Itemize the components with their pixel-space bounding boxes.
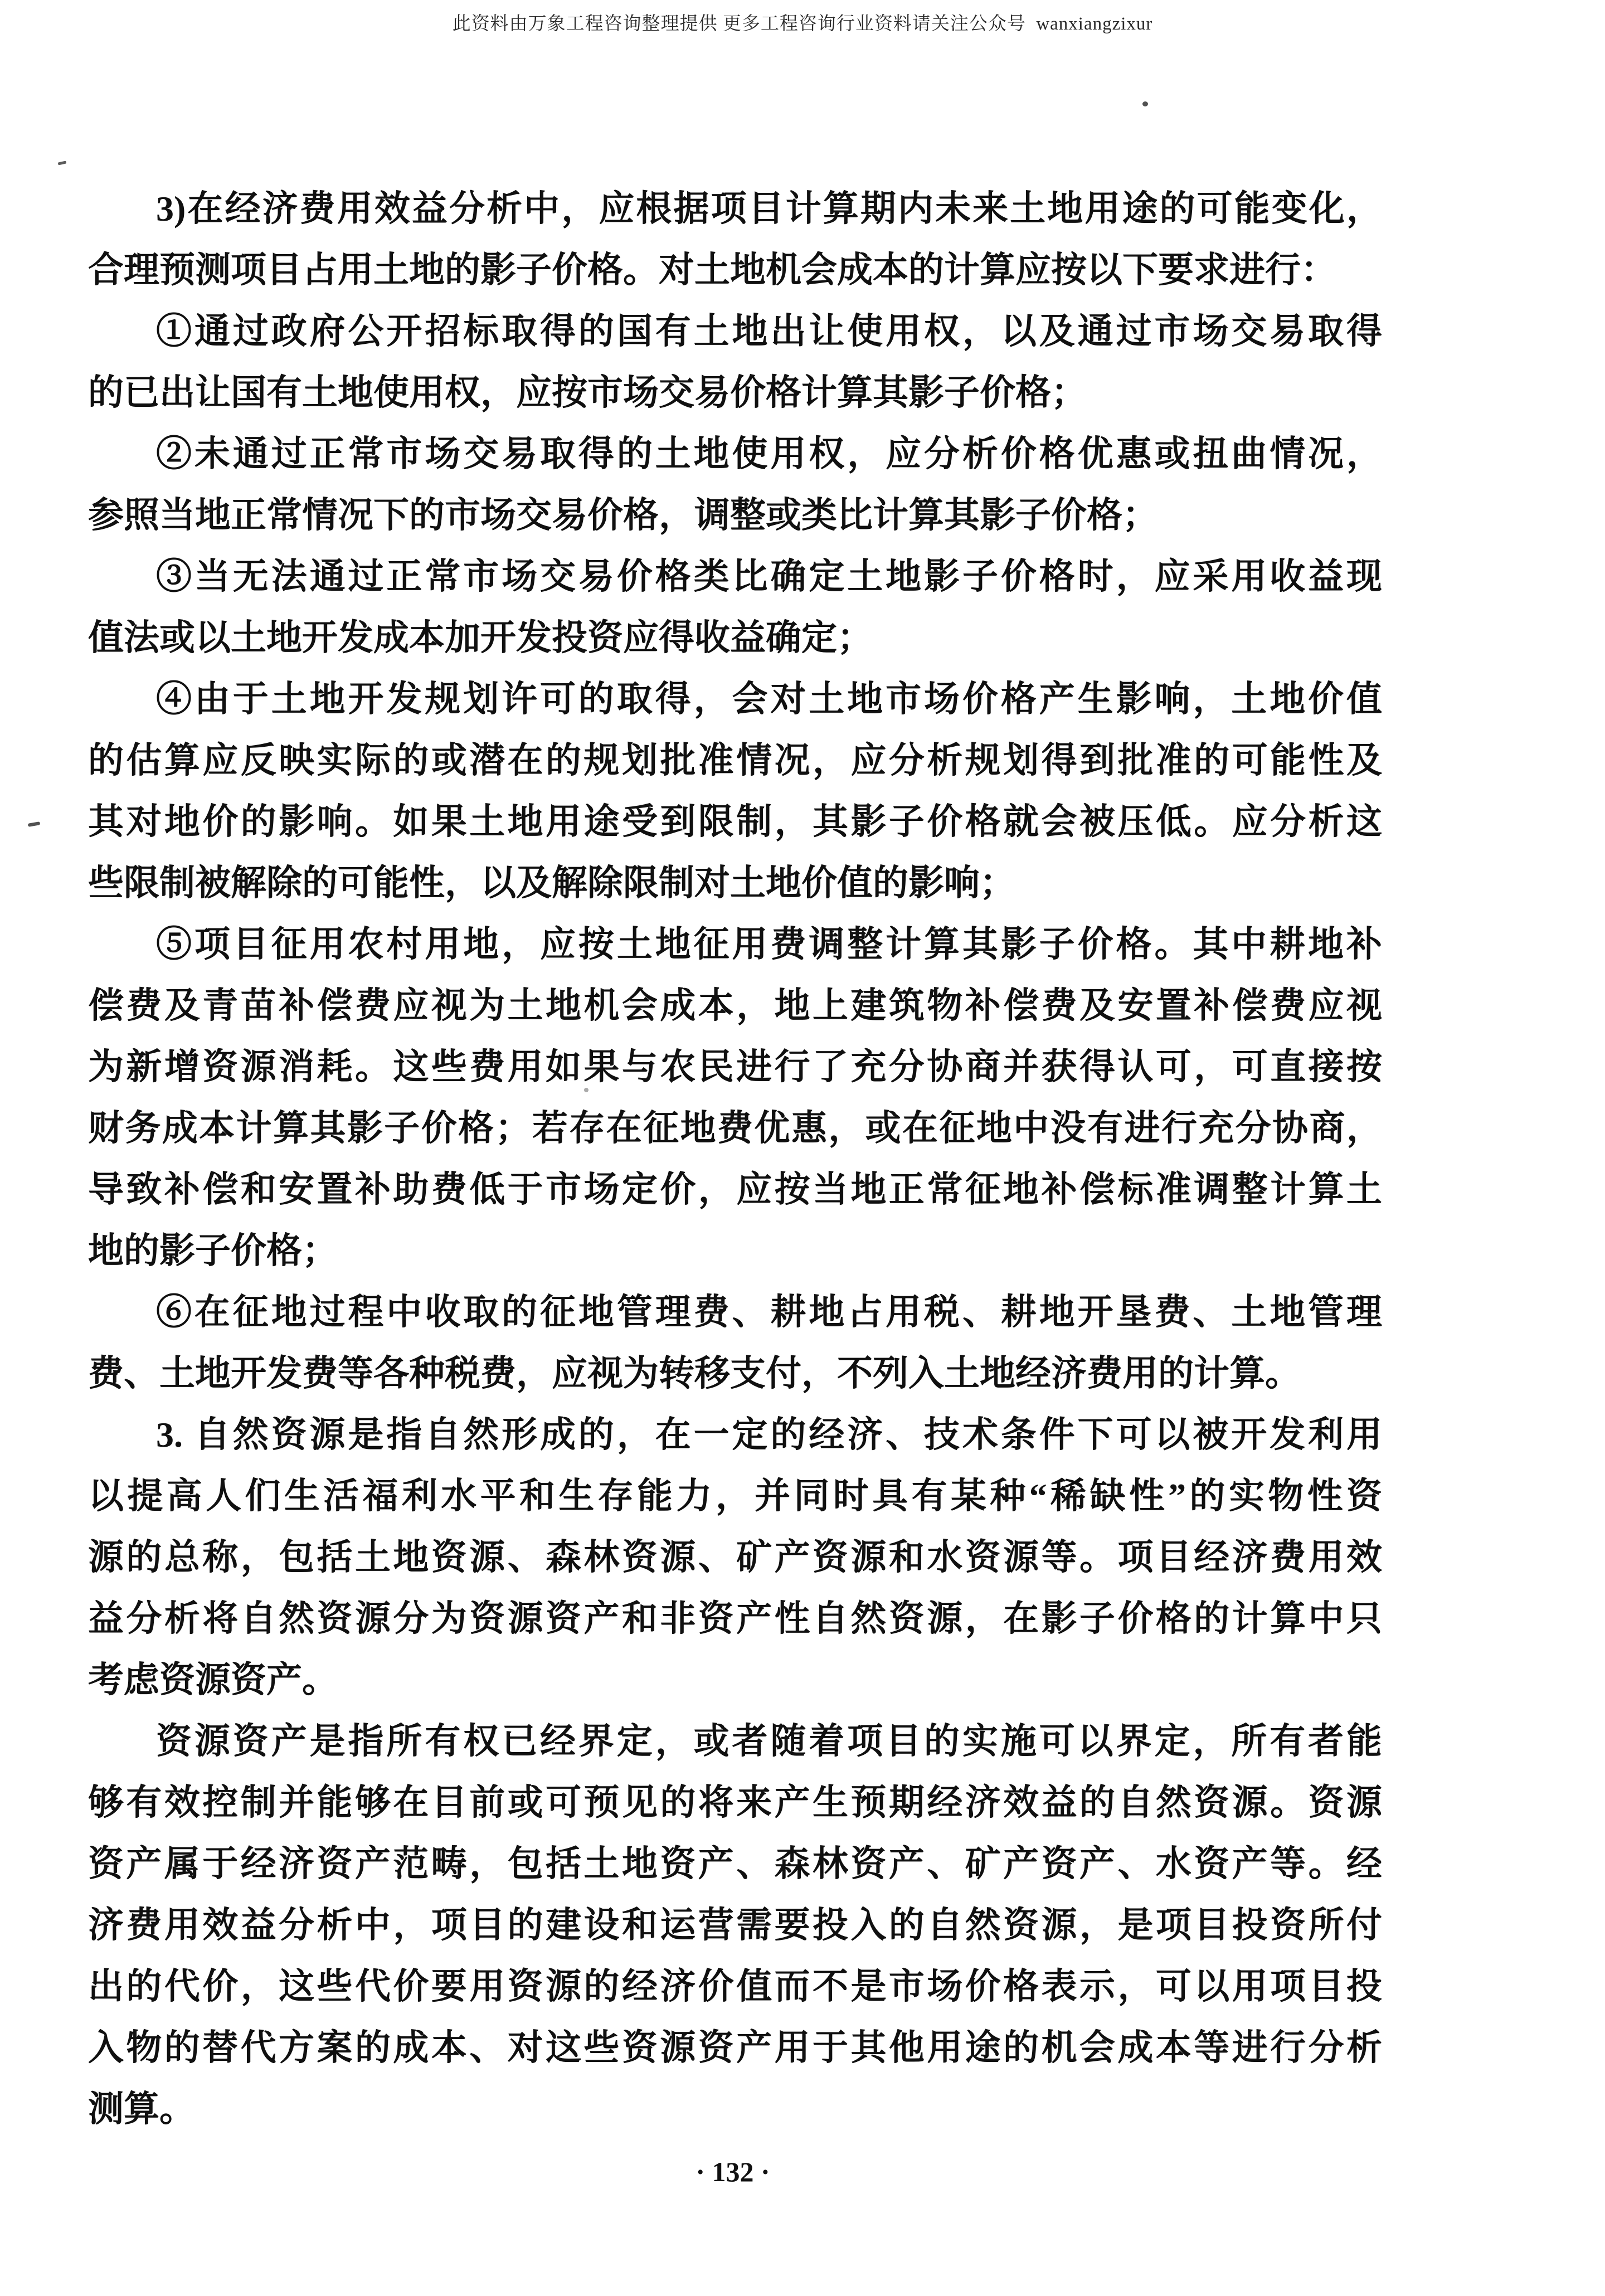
body-text <box>88 178 1382 2140</box>
text-line: ③当无法通过正常市场交易价格类比确定土地影子价格时，应采用收益现 <box>156 557 1382 596</box>
text-line: ⑤项目征用农村用地，应按土地征用费调整计算其影子价格。其中耕地补 <box>156 925 1382 964</box>
text-line: 合理预测项目占用土地的影子价格。对土地机会成本的计算应按以下要求进行： <box>88 250 1336 290</box>
text-line: 的估算应反映实际的或潜在的规划批准情况，应分析规划得到批准的可能性及 <box>88 741 1382 780</box>
text-line: 资源资产是指所有权已经界定，或者随着项目的实施可以界定，所有者能 <box>156 1721 1382 1761</box>
text-line: 益分析将自然资源分为资源资产和非资产性自然资源，在影子价格的计算中只 <box>88 1599 1382 1638</box>
text-line: 导致补偿和安置补助费低于市场定价，应按当地正常征地补偿标准调整计算土 <box>88 1170 1382 1209</box>
text-line: 源的总称，包括土地资源、森林资源、矿产资源和水资源等。项目经济费用效 <box>88 1538 1382 1577</box>
scan-artifact <box>58 160 67 165</box>
scan-artifact <box>28 821 41 827</box>
text-line: 够有效控制并能够在目前或可预见的将来产生预期经济效益的自然资源。资源 <box>88 1783 1382 1822</box>
text-line: 以提高人们生活福利水平和生存能力，并同时具有某种“稀缺性”的实物性资 <box>88 1476 1382 1516</box>
text-line: 其对地价的影响。如果土地用途受到限制，其影子价格就会被压低。应分析这 <box>88 802 1382 841</box>
text-line: 费、土地开发费等各种税费，应视为转移支付，不列入土地经济费用的计算。 <box>88 1354 1301 1393</box>
text-line: 地的影子价格； <box>88 1231 338 1271</box>
text-line: 偿费及青苗补偿费应视为土地机会成本，地上建筑物补偿费及安置补偿费应视 <box>88 986 1382 1025</box>
text-line: ④由于土地开发规划许可的取得，会对土地市场价格产生影响，土地价值 <box>156 679 1382 719</box>
text-line: 济费用效益分析中，项目的建设和运营需要投入的自然资源，是项目投资所付 <box>88 1905 1382 1945</box>
text-line: 资产属于经济资产范畴，包括土地资产、森林资产、矿产资产、水资产等。经 <box>88 1844 1382 1884</box>
text-line: 财务成本计算其影子价格；若存在征地费优惠，或在征地中没有进行充分协商， <box>88 1108 1382 1148</box>
text-line: 为新增资源消耗。这些费用如果与农民进行了充分协商并获得认可，可直接按 <box>88 1047 1382 1087</box>
text-line: ⑥在征地过程中收取的征地管理费、耕地占用税、耕地开垦费、土地管理 <box>156 1292 1382 1332</box>
page-number: · 132 · <box>696 2156 770 2187</box>
text-line: 考虑资源资产。 <box>88 1660 338 1700</box>
text-line: 3. 自然资源是指自然形成的，在一定的经济、技术条件下可以被开发利用 <box>156 1415 1382 1455</box>
text-line: 入物的替代方案的成本、对这些资源资产用于其他用途的机会成本等进行分析 <box>88 2028 1382 2068</box>
text-line: 参照当地正常情况下的市场交易价格，调整或类比计算其影子价格； <box>88 495 1158 535</box>
text-line: 的已出让国有土地使用权，应按市场交易价格计算其影子价格； <box>88 373 1087 412</box>
scan-artifact <box>1142 101 1148 106</box>
text-line: 些限制被解除的可能性，以及解除限制对土地价值的影响； <box>88 863 1015 903</box>
text-line: 测算。 <box>88 2089 195 2129</box>
text-line: 值法或以土地开发成本加开发投资应得收益确定； <box>88 618 873 658</box>
text-line: 3)在经济费用效益分析中，应根据项目计算期内未来土地用途的可能变化， <box>156 189 1382 228</box>
watermark-header: 此资料由万象工程咨询整理提供 更多工程咨询行业资料请关注公众号 wanxiangzixur <box>452 14 1153 34</box>
text-line: ②未通过正常市场交易取得的土地使用权，应分析价格优惠或扭曲情况， <box>156 434 1382 474</box>
text-line: ①通过政府公开招标取得的国有土地出让使用权，以及通过市场交易取得 <box>156 312 1382 351</box>
text-line: 出的代价，这些代价要用资源的经济价值而不是市场价格表示，可以用项目投 <box>88 1967 1382 2006</box>
